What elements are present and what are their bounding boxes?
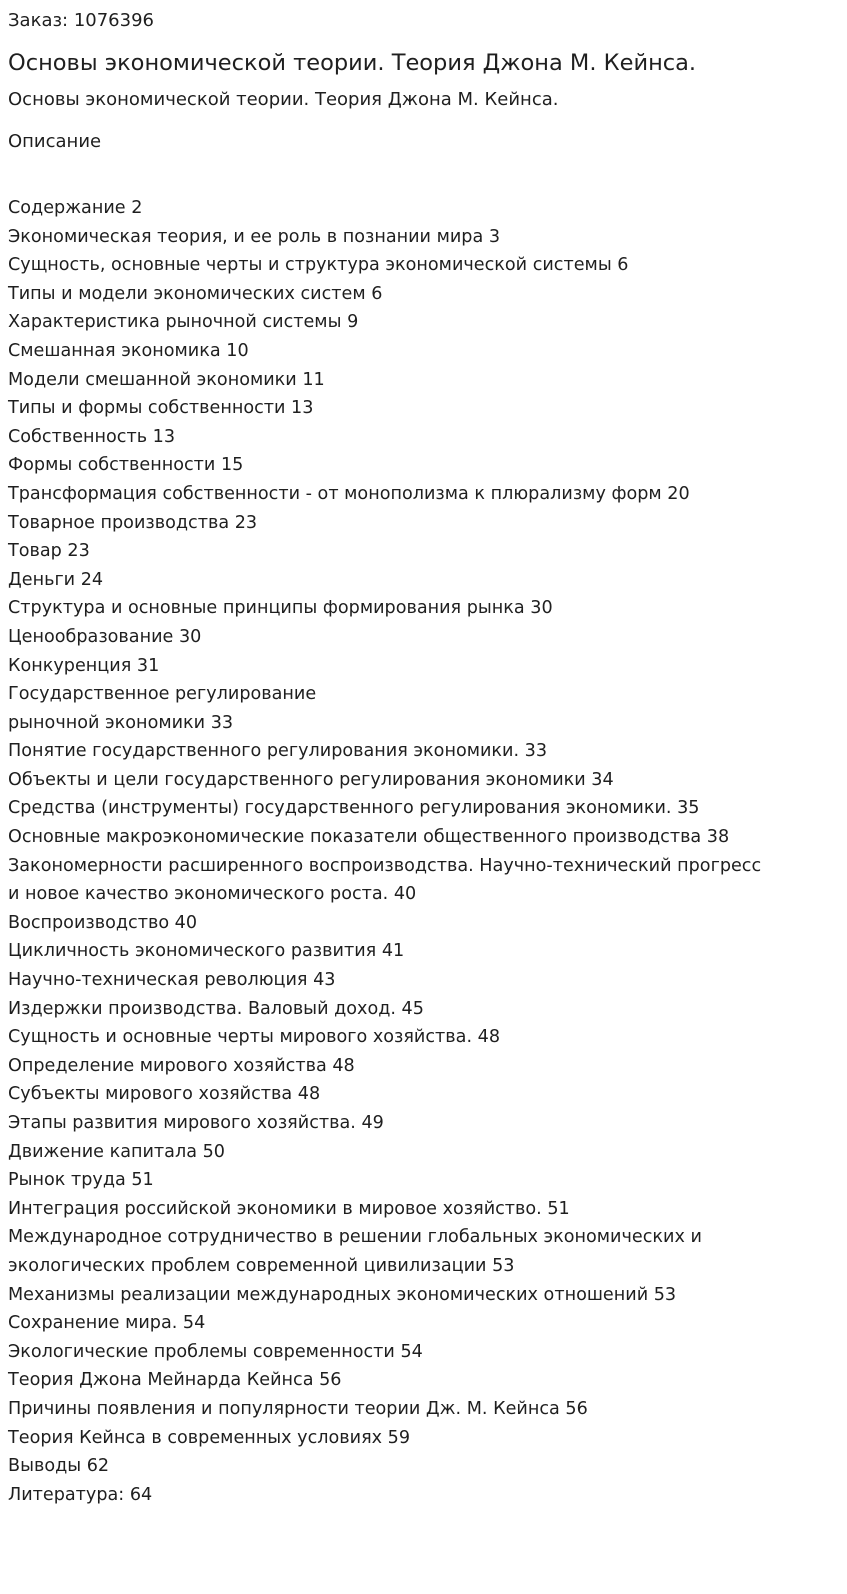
toc-line: рыночной экономики 33 [8,712,234,733]
toc-line: Этапы развития мирового хозяйства. 49 [8,1113,384,1133]
toc-line: Конкуренция 31 [8,655,160,676]
toc-line: Теория Джона Мейнарда Кейнса 56 [8,1370,342,1391]
toc-line: Типы и формы собственности 13 [8,398,314,419]
toc-line: Причины появления и популярности теории Дж. М. Кейнса 56 [8,1398,588,1419]
toc-line: Рынок труда 51 [8,1170,154,1191]
toc-line: Структура и основные принципы формирования рынка 30 [8,598,553,619]
toc-line: Объекты и цели государственного регулирования экономики 34 [8,769,614,790]
toc-line: Основные макроэкономические показатели общественного производства 38 [8,827,730,848]
page-title: Основы экономической теории. Теория Джона М. Кейнса. [8,50,697,76]
toc-line: Литература: 64 [8,1484,153,1505]
toc-line: Сущность и основные черты мирового хозяйства. 48 [8,1027,501,1048]
toc-line: Государственное регулирование [8,684,317,705]
toc-line: Характеристика рыночной системы 9 [8,312,359,333]
toc-line: Теория Кейнса в современных условиях 59 [8,1427,411,1448]
toc-line: Формы собственности 15 [8,455,244,476]
toc-line: Международное сотрудничество в решении глобальных экономических и [8,1227,702,1248]
toc-line: Экологические проблемы современности 54 [8,1341,423,1362]
description-heading: Описание [8,131,102,152]
toc-line: и новое качество экономического роста. 40 [8,884,417,905]
toc-line: Интеграция российской экономики в мировое хозяйство. 51 [8,1198,570,1219]
toc-line: Модели смешанной экономики 11 [8,369,325,390]
toc-line: Содержание 2 [8,198,143,218]
toc-line: Выводы 62 [8,1456,110,1477]
toc-line: Ценообразование 30 [8,626,202,647]
table-of-contents [8,194,839,1509]
toc-line: Движение капитала 50 [8,1141,225,1162]
toc-line: Средства (инструменты) государственного регулирования экономики. 35 [8,798,700,819]
toc-line: Воспроизводство 40 [8,912,198,933]
toc-line: Определение мирового хозяйства 48 [8,1055,355,1076]
toc-line: Механизмы реализации международных экономических отношений 53 [8,1284,677,1305]
toc-line: Понятие государственного регулирования экономики. 33 [8,741,548,762]
toc-line: Цикличность экономического развития 41 [8,941,405,962]
toc-line: экологических проблем современной цивилизации 53 [8,1255,515,1276]
toc-line: Смешанная экономика 10 [8,340,249,361]
toc-line: Товарное производства 23 [8,512,258,533]
toc-line: Типы и модели экономических систем 6 [8,283,383,304]
toc-line: Издержки производства. Валовый доход. 45 [8,998,424,1019]
toc-line: Субъекты мирового хозяйства 48 [8,1084,321,1105]
toc-line: Сохранение мира. 54 [8,1313,206,1334]
toc-line: Товар 23 [8,541,90,562]
toc-line: Экономическая теория, и ее роль в познании мира 3 [8,226,501,247]
page-subtitle: Основы экономической теории. Теория Джона М. Кейнса. [8,89,559,110]
toc-line: Деньги 24 [8,569,104,590]
toc-line: Трансформация собственности - от монополизма к плюрализму форм 20 [8,483,690,504]
toc-line: Собственность 13 [8,426,176,447]
order-number: Заказ: 1076396 [8,10,154,31]
toc-line: Научно-техническая революция 43 [8,970,336,991]
toc-line: Сущность, основные черты и структура экономической системы 6 [8,255,629,276]
toc-line: Закономерности расширенного воспроизводства. Научно-технический прогресс [8,855,762,876]
